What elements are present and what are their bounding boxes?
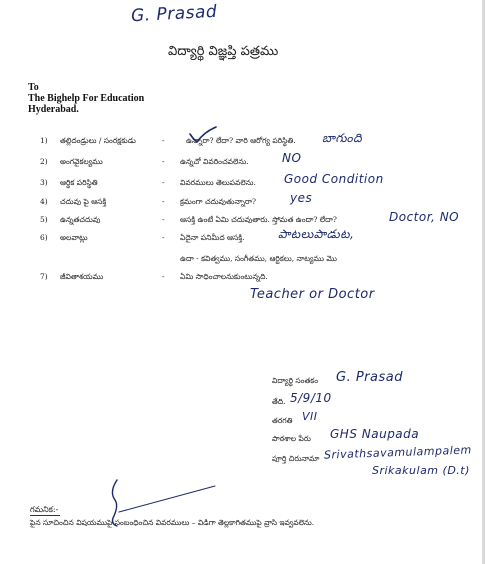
question-prompt: క్రమంగా చదువుతున్నారా? [180, 197, 257, 206]
question-dash: - [162, 272, 165, 281]
question-prompt: వివరములు తెలుపవలెను. [180, 178, 256, 187]
class-label: తరగతి [272, 416, 293, 425]
question-label: తల్లిదండ్రులు / సంరక్షకుడు [60, 136, 136, 145]
note-title-underline [30, 515, 60, 516]
note-text: పైన సూచించిన విషయముపై సంబంధించిన వివరములు – విడిగా తెల్లకాగితముపై వ్రాసి ఇవ్వవలెను. [30, 518, 315, 527]
question-label: అంగవైకల్యము [60, 157, 103, 166]
school-label: పాఠశాల పేరు [272, 434, 311, 443]
handwritten-name: G. Prasad [130, 1, 218, 27]
question-number: 4) [40, 197, 48, 206]
question-prompt: ఏమి సాధించాలనుకుంటున్నది. [180, 272, 268, 281]
question-number: 1) [40, 136, 48, 145]
question-number: 6) [40, 233, 48, 242]
form-title: విద్యార్థి విజ్ఞప్తి పత్రము [168, 44, 279, 59]
question-label: అలవాట్లు [60, 233, 88, 242]
question-dash: - [162, 215, 165, 224]
question-label: ఉన్నతచదువు [60, 215, 101, 224]
address-line-1: Srivathsavamulampalem [323, 443, 472, 462]
address-label: పూర్తి చిరునామా [272, 454, 320, 463]
address-to: To [28, 82, 39, 93]
question-prompt: ఉన్నచో వివరించవలెను. [180, 157, 249, 166]
answer-life-goal: Teacher or Doctor [250, 287, 375, 302]
question-prompt: ఏదైనా పనిమీద ఆసక్తి. [180, 233, 245, 242]
question-label: జీవితాశయము [60, 272, 104, 281]
answer-health: బాగుంది [322, 131, 363, 145]
question-dash: - [162, 178, 165, 187]
question-prompt: ఉన్నారా? లేదా? వారి ఆరోగ్య పరిస్థితి. [186, 136, 296, 145]
question-dash: - [162, 136, 165, 145]
question-dash: - [162, 197, 165, 206]
question-number: 3) [40, 178, 48, 187]
answer-financial: Good Condition [284, 172, 384, 186]
question-dash: - [162, 157, 165, 166]
date-label: తేది. [272, 397, 286, 406]
question-number: 2) [40, 157, 48, 166]
address-line-2: Srikakulam (D.t) [372, 464, 470, 477]
class-value: VII [302, 410, 318, 423]
question-dash: - [162, 233, 165, 242]
question-prompt: ఆసక్తి ఉంటే ఏమి చదువుతారు. స్తోమత ఉందా? లేదా? [180, 215, 337, 224]
answer-hobbies: పాటలుపాడుట, [278, 227, 355, 241]
question-number: 5) [40, 215, 48, 224]
address-city: Hyderabad. [28, 104, 79, 115]
hobbies-example: ఉదా - కవిత్వము, సంగీతము, ఆర్టికలు, నాట్యము మొ [180, 254, 337, 263]
answer-interest: yes [290, 191, 313, 205]
address-org: The Bighelp For Education [28, 93, 145, 104]
student-signature: G. Prasad [336, 370, 403, 385]
note-title: గమనిక:- [30, 505, 59, 514]
date-value: 5/9/10 [290, 391, 332, 405]
question-label: ఆర్థిక పరిస్థితి [60, 178, 98, 187]
answer-higher-study: Doctor, NO [389, 210, 460, 224]
question-label: చదువు పై ఆసక్తి [60, 197, 107, 206]
school-value: GHS Naupada [330, 427, 420, 441]
student-signature-label: విద్యార్థి సంతకం [272, 376, 319, 385]
answer-disability: NO [282, 151, 302, 165]
question-number: 7) [40, 272, 48, 281]
